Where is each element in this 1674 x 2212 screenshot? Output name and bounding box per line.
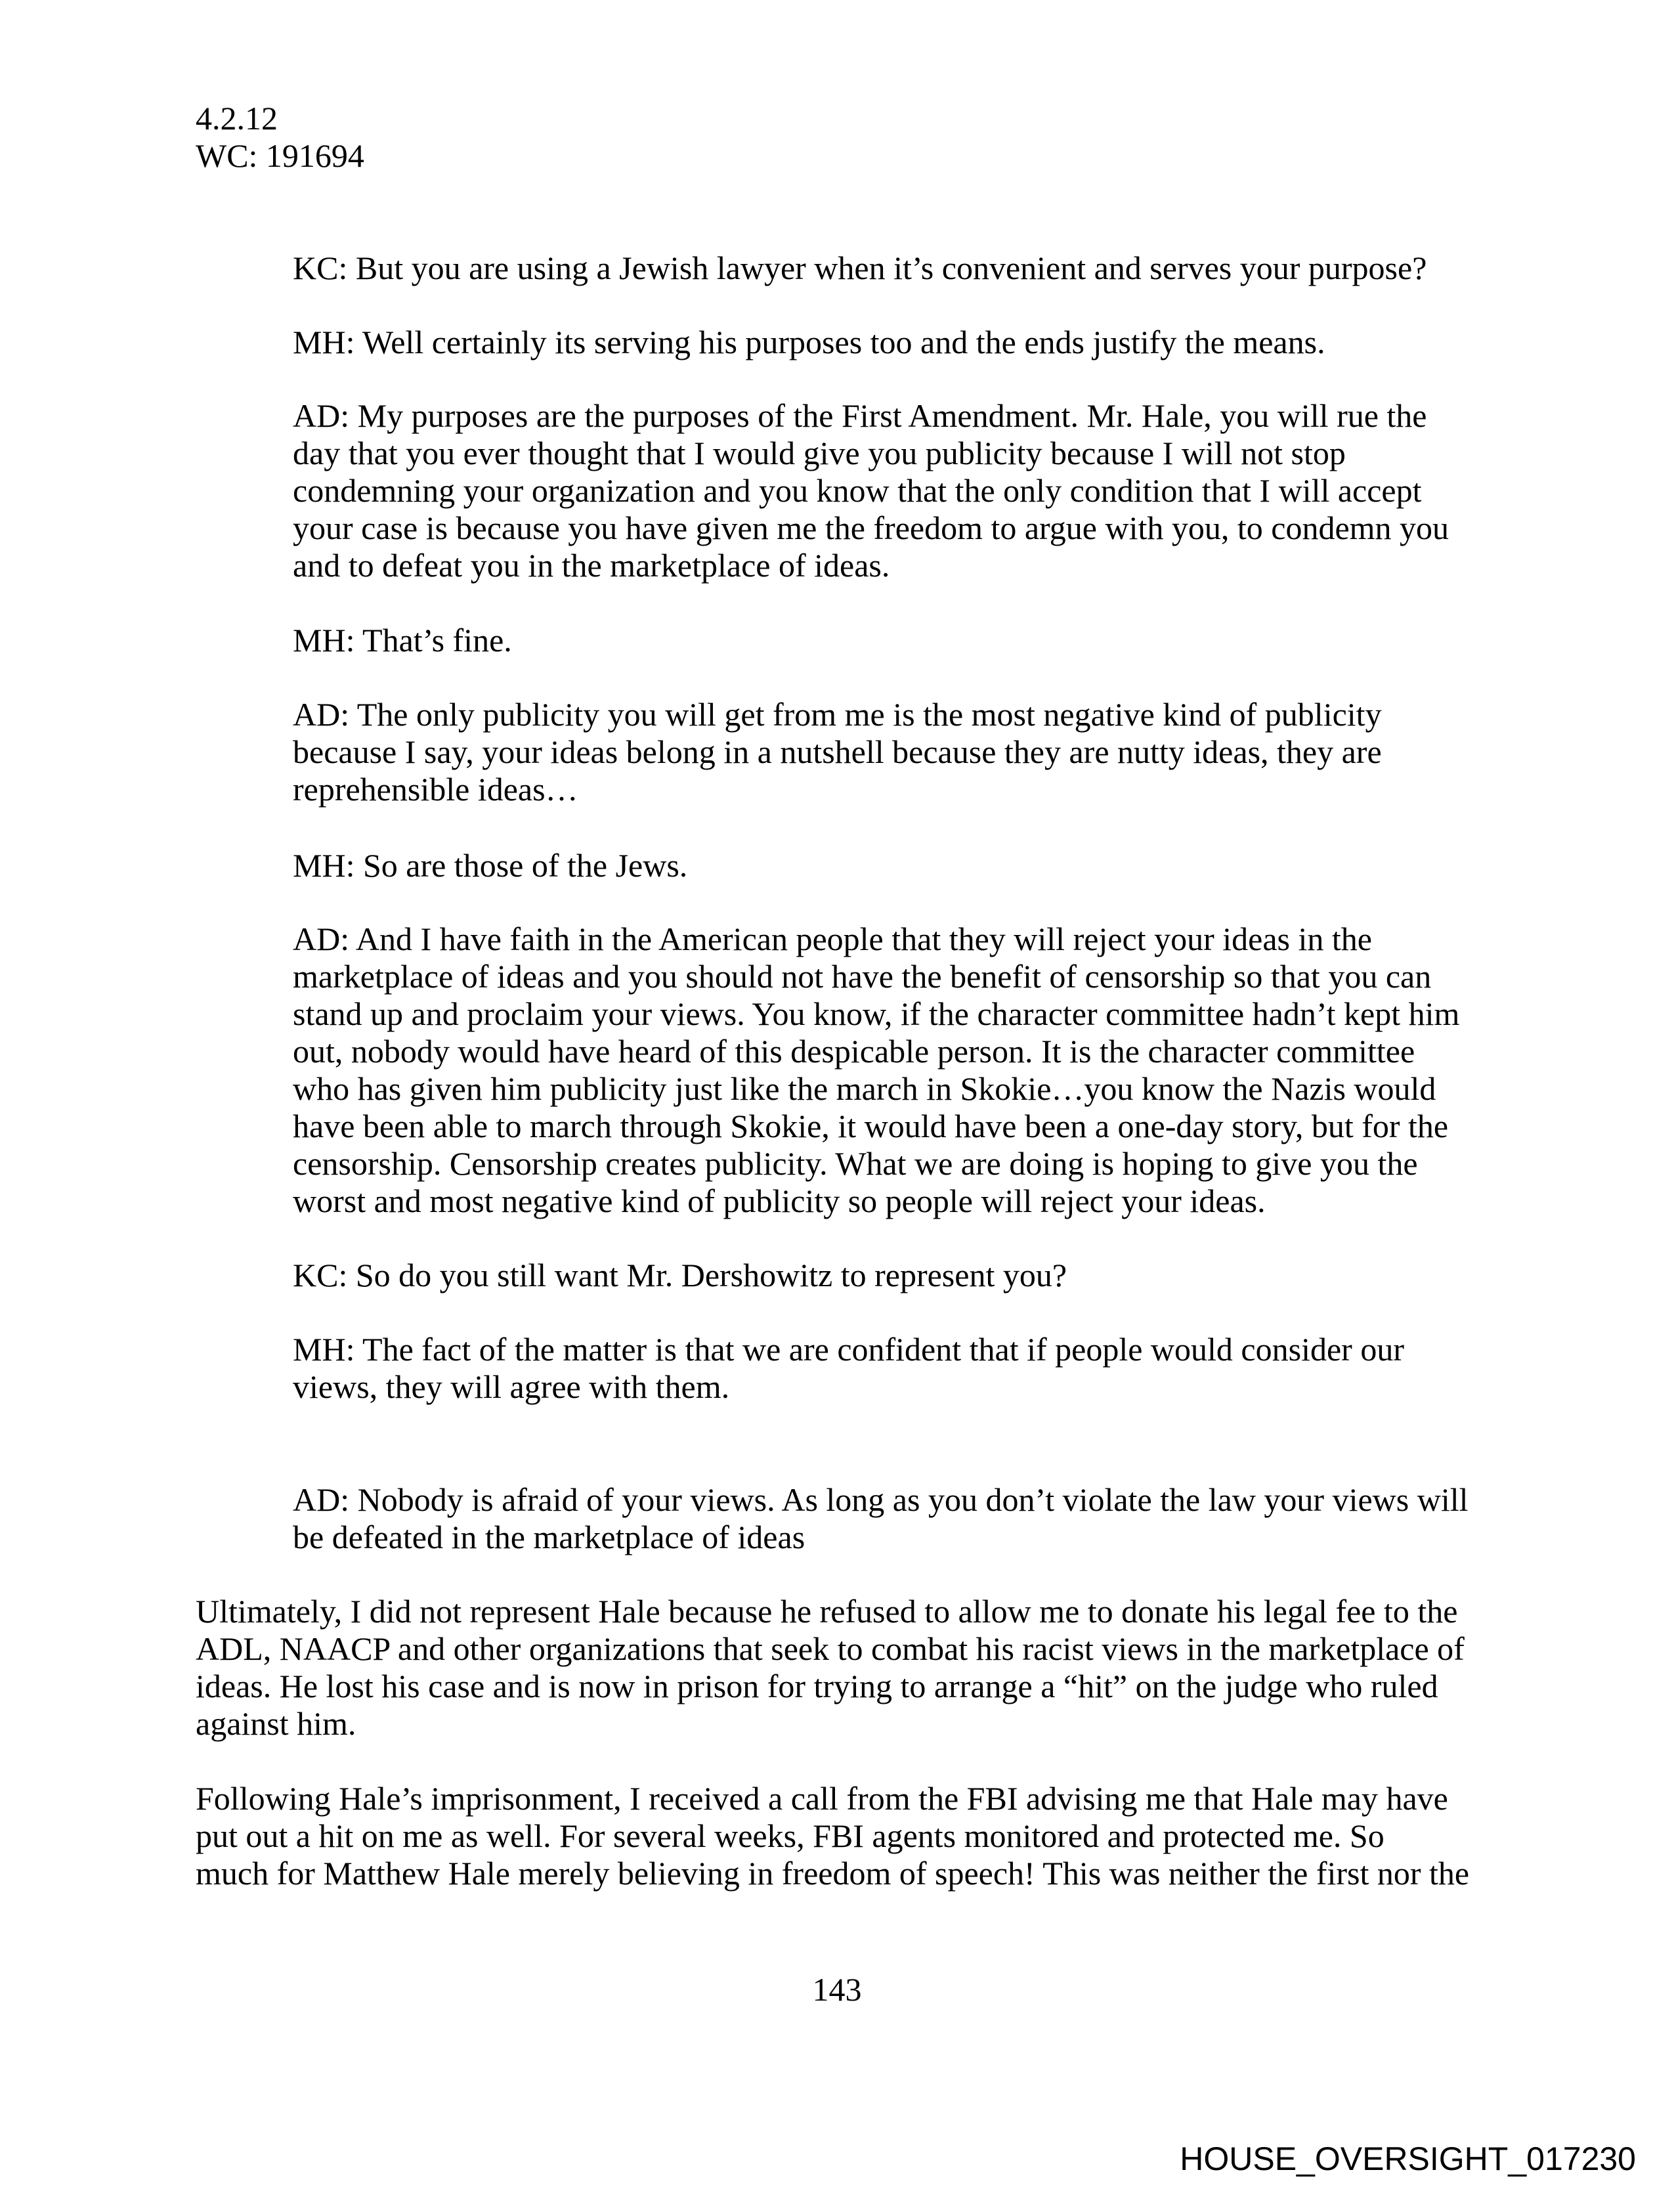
text-line: AD: My purposes are the purposes of the First Amendment. Mr. Hale, you will rue the bbox=[293, 397, 1427, 434]
text-line: KC: So do you still want Mr. Dershowitz to represent you? bbox=[293, 1257, 1067, 1293]
text-line: views, they will agree with them. bbox=[293, 1368, 730, 1405]
paragraph bbox=[293, 324, 1325, 361]
text-line: against him. bbox=[196, 1705, 356, 1742]
text-line: ideas. He lost his case and is now in prison for trying to arrange a “hit” on the judge who ruled bbox=[196, 1668, 1438, 1704]
text-line: who has given him publicity just like the march in Skokie…you know the Nazis would bbox=[293, 1070, 1436, 1107]
text-line: AD: Nobody is afraid of your views. As long as you don’t violate the law your views will bbox=[293, 1481, 1469, 1518]
paragraph bbox=[293, 249, 1427, 287]
text-line: Following Hale’s imprisonment, I received a call from the FBI advising me that Hale may have bbox=[196, 1780, 1448, 1817]
paragraph bbox=[293, 622, 512, 659]
paragraph bbox=[293, 696, 1382, 808]
paragraph bbox=[293, 1481, 1469, 1556]
text-line: worst and most negative kind of publicity so people will reject your ideas. bbox=[293, 1182, 1266, 1219]
text-line: marketplace of ideas and you should not have the benefit of censorship so that you can bbox=[293, 958, 1432, 995]
text-line: put out a hit on me as well. For several weeks, FBI agents monitored and protected me. So bbox=[196, 1817, 1384, 1854]
text-line: be defeated in the marketplace of ideas bbox=[293, 1519, 805, 1555]
bates-number: HOUSE_OVERSIGHT_017230 bbox=[1180, 2140, 1636, 2177]
text-line: have been able to march through Skokie, it would have been a one-day story, but for the bbox=[293, 1108, 1449, 1144]
paragraph bbox=[196, 1593, 1465, 1743]
text-line: ADL, NAACP and other organizations that seek to combat his racist views in the marketplace of bbox=[196, 1630, 1465, 1667]
text-line: Ultimately, I did not represent Hale because he refused to allow me to donate his legal fee to the bbox=[196, 1593, 1458, 1630]
paragraph bbox=[293, 1257, 1067, 1294]
text-line: much for Matthew Hale merely believing in freedom of speech! This was neither the first nor the bbox=[196, 1855, 1470, 1892]
paragraph bbox=[196, 1780, 1469, 1892]
paragraph bbox=[293, 847, 687, 884]
text-line: and to defeat you in the marketplace of ideas. bbox=[293, 547, 890, 584]
document-header bbox=[196, 100, 364, 175]
text-line: MH: Well certainly its serving his purposes too and the ends justify the means. bbox=[293, 324, 1325, 360]
text-line: because I say, your ideas belong in a nutshell because they are nutty ideas, they are bbox=[293, 733, 1382, 770]
text-line: day that you ever thought that I would give you publicity because I will not stop bbox=[293, 435, 1346, 471]
text-line: MH: That’s fine. bbox=[293, 622, 512, 659]
text-line: MH: So are those of the Jews. bbox=[293, 847, 688, 884]
text-line: MH: The fact of the matter is that we are confident that if people would consider our bbox=[293, 1331, 1404, 1368]
header-word-count: WC: 191694 bbox=[196, 137, 364, 174]
text-line: AD: And I have faith in the American people that they will reject your ideas in the bbox=[293, 921, 1372, 957]
text-line: AD: The only publicity you will get from me is the most negative kind of publicity bbox=[293, 696, 1382, 733]
text-line: out, nobody would have heard of this despicable person. It is the character committee bbox=[293, 1033, 1415, 1070]
paragraph bbox=[293, 1331, 1404, 1406]
text-line: stand up and proclaim your views. You know, if the character committee hadn’t kept him bbox=[293, 995, 1460, 1032]
text-line: reprehensible ideas… bbox=[293, 771, 578, 808]
paragraph bbox=[293, 397, 1449, 584]
text-line: condemning your organization and you know that the only condition that I will accept bbox=[293, 472, 1422, 509]
header-date: 4.2.12 bbox=[196, 100, 278, 137]
text-line: censorship. Censorship creates publicity. What we are doing is hoping to give you the bbox=[293, 1145, 1418, 1182]
paragraph bbox=[293, 921, 1459, 1220]
page-number: 143 bbox=[812, 1971, 862, 2008]
text-line: KC: But you are using a Jewish lawyer when it’s convenient and serves your purpose? bbox=[293, 249, 1427, 286]
text-line: your case is because you have given me the freedom to argue with you, to condemn you bbox=[293, 510, 1449, 546]
